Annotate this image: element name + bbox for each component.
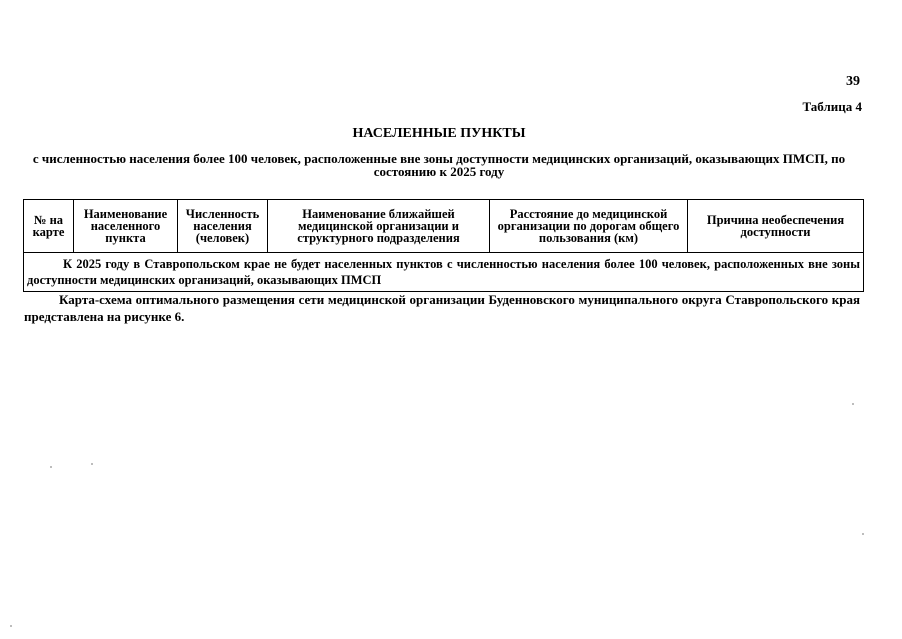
header-reason: Причина необеспечения доступности — [688, 200, 864, 253]
scan-speck — [50, 466, 52, 468]
header-population: Численность населения (человек) — [178, 200, 268, 253]
table-header-row — [24, 200, 864, 253]
header-map-number: № на карте — [24, 200, 74, 253]
header-settlement-name: Наименование населенного пункта — [74, 200, 178, 253]
body-paragraph — [24, 291, 860, 325]
table-note-text: К 2025 году в Ставропольском крае не будет населенных пунктов с численностью населения более 100 человек, расположенных вне зоны доступности медицинских организаций, оказывающих ПМСП — [27, 257, 860, 287]
body-paragraph-text: Карта-схема оптимального размещения сети медицинской организации Буденновского муниципального округа Ставропольского края представлена на рисунке 6. — [24, 292, 860, 324]
scan-speck — [91, 463, 93, 465]
document-title: НАСЕЛЕННЫЕ ПУНКТЫ — [352, 126, 526, 141]
table-note-cell — [24, 253, 864, 292]
header-nearest-organization: Наименование ближайшей медицинской организации и структурного подразделения — [268, 200, 490, 253]
page-number: 39 — [846, 74, 860, 89]
scan-speck — [862, 533, 864, 535]
table-label: Таблица 4 — [802, 99, 862, 114]
table-row — [24, 253, 864, 292]
settlements-table — [23, 199, 864, 292]
scan-speck — [852, 403, 854, 405]
header-distance: Расстояние до медицинской организации по дорогам общего пользования (км) — [490, 200, 688, 253]
scan-speck — [10, 625, 12, 627]
document-subtitle: с численностью населения более 100 человек, расположенные вне зоны доступности медицинских организаций, оказывающих ПМСП, по состоянию к 2025 году — [32, 151, 846, 179]
